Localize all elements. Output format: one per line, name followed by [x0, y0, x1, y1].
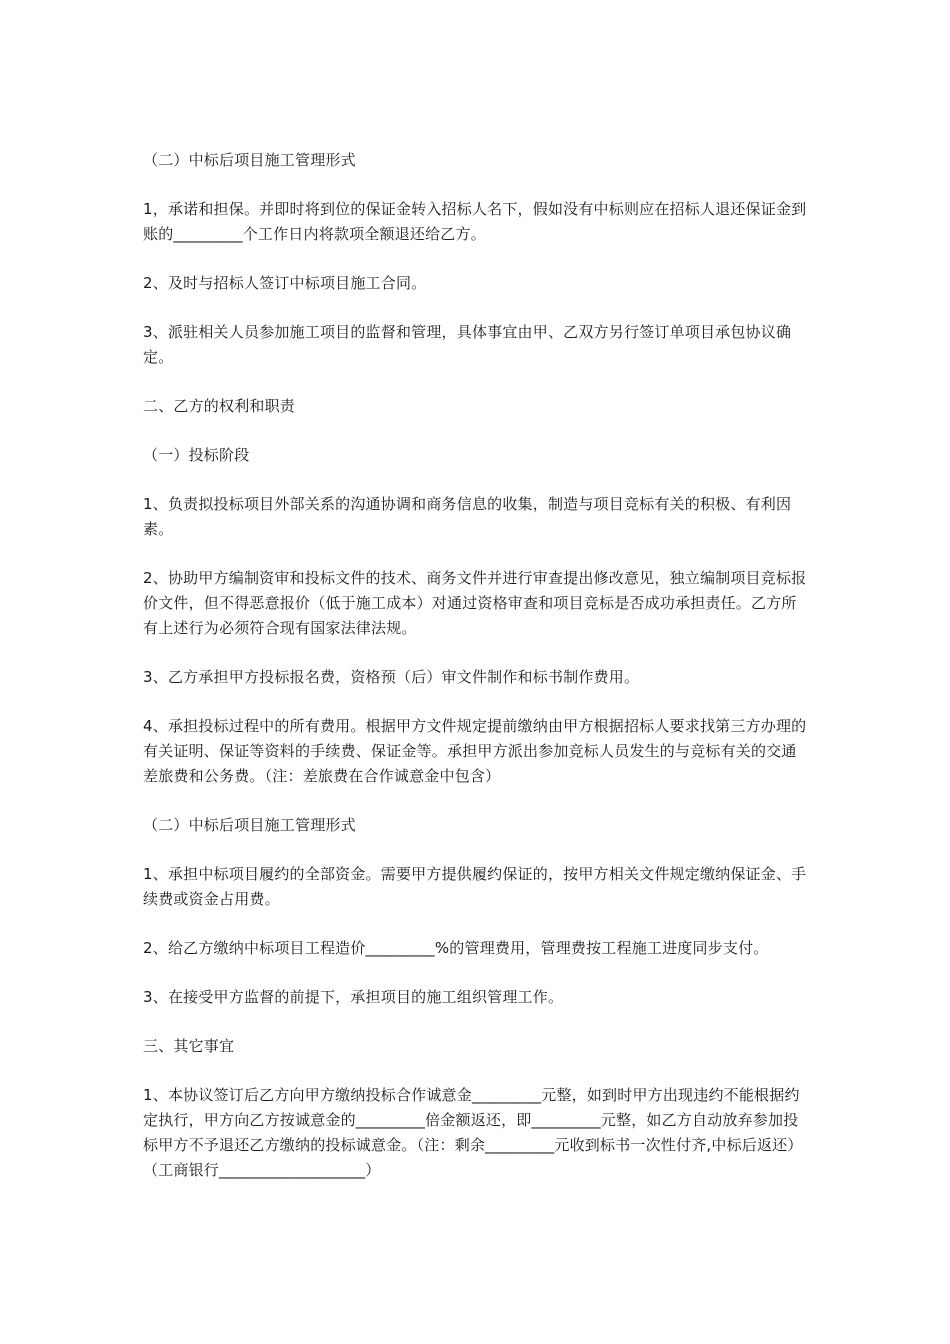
section-heading: 二、乙方的权利和职责	[143, 397, 296, 415]
paragraph: 1、负责拟投标项目外部关系的沟通协调和商务信息的收集，制造与项目竞标有关的积极、有利因素。	[143, 495, 792, 538]
paragraph: 1、承担中标项目履约的全部资金。需要甲方提供履约保证的，按甲方相关文件规定缴纳保证金、手续费或资金占用费。	[143, 865, 807, 908]
section-heading: （二）中标后项目施工管理形式	[143, 151, 356, 169]
paragraph: 2、给乙方缴纳中标项目工程造价_________%的管理费用，管理费按工程施工进度同步支付。	[143, 939, 769, 957]
section-heading: （二）中标后项目施工管理形式	[143, 816, 356, 834]
paragraph: 3、派驻相关人员参加施工项目的监督和管理，具体事宜由甲、乙双方另行签订单项目承包协议确定。	[143, 323, 792, 366]
section-heading: （一）投标阶段	[143, 446, 250, 464]
paragraph: 2、及时与招标人签订中标项目施工合同。	[143, 274, 427, 292]
document-page	[143, 148, 808, 1207]
paragraph: 4、承担投标过程中的所有费用。根据甲方文件规定提前缴纳由甲方根据招标人要求找第三方办理的有关证明、保证等资料的手续费、保证金等。承担甲方派出参加竞标人员发生的与竞标有关的交通差旅费和公务费。（注：差旅费在合作诚意金中包含）	[143, 717, 807, 785]
paragraph: 1、本协议签订后乙方向甲方缴纳投标合作诚意金_________元整，如到时甲方出现违约不能根据约定执行，甲方向乙方按诚意金的_________倍金额返还，即_________元整，如乙方自动放弃参加投标甲方不予退还乙方缴纳的投标诚意金。（注：剩余_________元收到标书一次性付齐,中标后返还）（工商银行___________________）	[143, 1086, 803, 1179]
section-heading: 三、其它事宜	[143, 1037, 235, 1055]
paragraph: 3、乙方承担甲方投标报名费，资格预（后）审文件制作和标书制作费用。	[143, 668, 640, 686]
paragraph: 2、协助甲方编制资审和投标文件的技术、商务文件并进行审查提出修改意见，独立编制项目竞标报价文件，但不得恶意报价（低于施工成本）对通过资格审查和项目竞标是否成功承担责任。乙方所有上述行为必须符合现有国家法律法规。	[143, 569, 807, 637]
paragraph: 3、在接受甲方监督的前提下，承担项目的施工组织管理工作。	[143, 988, 564, 1006]
paragraph: 1，承诺和担保。并即时将到位的保证金转入招标人名下，假如没有中标则应在招标人退还保证金到账的_________个工作日内将款项全额退还给乙方。	[143, 200, 807, 243]
